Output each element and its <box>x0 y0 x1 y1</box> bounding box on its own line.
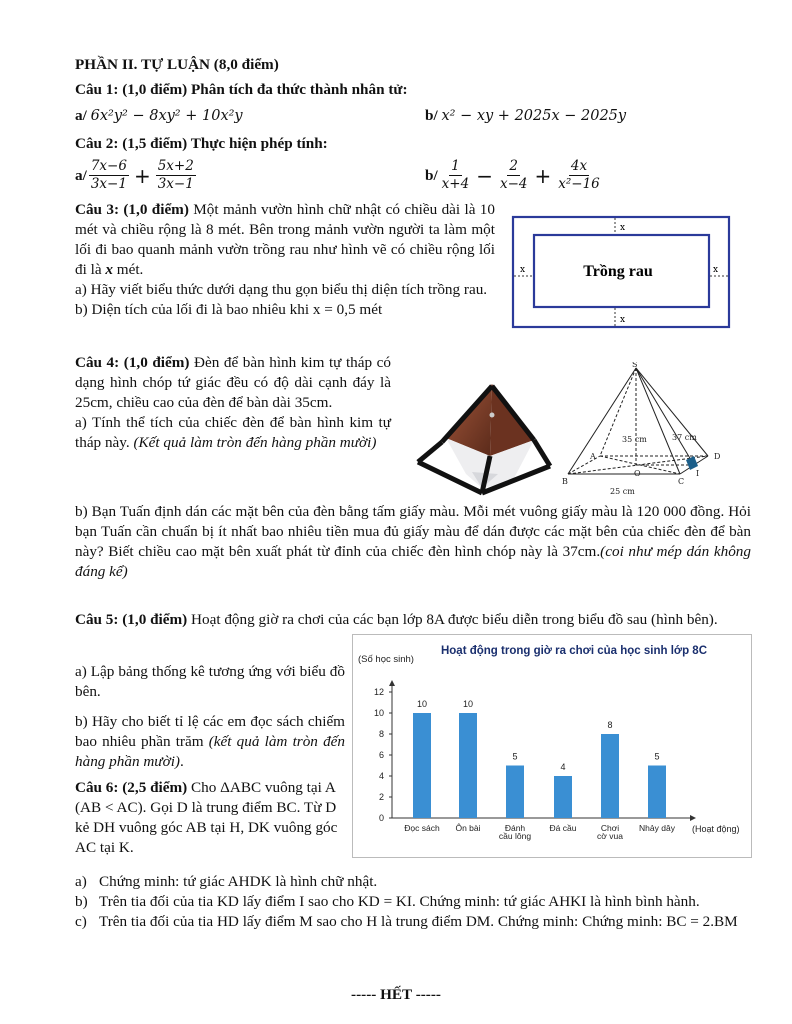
q1-b-label: b/ <box>425 107 438 124</box>
bar <box>413 713 431 818</box>
q3-text: Câu 3: (1,0 điểm) Một mảnh vườn hình chữ nhật có chiều dài là 10 mét và chiều rộng là 8 mét. Bên trong mảnh vườn người ta làm một lối đi bao quanh mảnh vườn trồng rau như hình vẽ có chiều rộng lối đi là x mét. a) Hãy viết biểu thức dưới dạng thu gọn biểu thị diện tích trồng rau. b) Diện tích của lối đi là bao nhiêu khi x = 0,5 mét <box>75 201 495 318</box>
q1-heading: Câu 1: (1,0 điểm) Phân tích đa thức thành nhân tử: <box>75 81 408 98</box>
chart-title: Hoạt động trong giờ ra chơi của học sinh lớp 8C <box>440 645 708 657</box>
x-tick-label: Đọc sách <box>404 823 440 833</box>
q2-heading: Câu 2: (1,5 điểm) Thực hiện phép tính: <box>75 135 328 152</box>
x-tick-label: Nhảy dây <box>639 823 675 833</box>
x-label: x <box>620 223 626 233</box>
q3-label: Câu 3: (1,0 điểm) <box>75 201 189 218</box>
bar-value-label: 8 <box>607 720 613 730</box>
q2-part-a <box>75 158 198 193</box>
bar <box>554 776 572 818</box>
vertex-label: S <box>632 362 638 369</box>
q6-part: a) Chứng minh: tứ giác AHDK là hình chữ nhật. <box>75 873 378 890</box>
vertex-label: O <box>634 469 641 478</box>
q1-a-label: a/ <box>75 107 87 124</box>
fraction: $\frac{2}{x-4}$ <box>499 158 528 192</box>
q6-parts <box>75 872 751 932</box>
activity-bar-chart <box>352 634 752 858</box>
y-axis-label: (Số học sinh) <box>358 654 414 665</box>
pyramid-diagram <box>560 362 740 497</box>
q1-part-a <box>75 106 243 126</box>
bar <box>459 713 477 818</box>
bar <box>506 766 524 819</box>
y-tick-label: 2 <box>378 792 384 802</box>
operator: + <box>133 163 151 188</box>
x-tick-label: cờ vua <box>597 831 623 841</box>
x-tick-label: Đá cầu <box>549 823 577 833</box>
fraction: $\frac{7x-6}{3x-1}$ <box>90 158 127 192</box>
garden-figure <box>510 214 732 330</box>
operator: + <box>534 163 552 188</box>
q4-part-b: b) Bạn Tuấn định dán các mặt bên của đèn bằng tấm giấy màu. Mỗi mét vuông giấy màu là 120 000 đồng. Hỏi bạn Tuấn cần chuẩn bị ít nhất bao nhiêu tiền mua đủ giấy màu để dán được các mặt bên của chiếc đèn để bàn này? Biết chiều cao mặt bên xuất phát từ đỉnh của chiếc đèn hình chóp này là 37cm.(coi như mép dán không đáng kể) <box>75 503 751 580</box>
q3-part-b: b) Diện tích của lối đi là bao nhiêu khi x = 0,5 mét <box>75 301 383 318</box>
q3-part-a: a) Hãy viết biểu thức dưới dạng thu gọn biểu thị diện tích trồng rau. <box>75 281 488 298</box>
x-tick-label: Đánh <box>504 823 526 833</box>
vertex-label: I <box>696 469 700 478</box>
q6-part: c) Trên tia đối của tia HD lấy điểm M sao cho H là trung điểm DM. Chứng minh: Chứng minh: BC = 2.BM <box>75 913 738 930</box>
x-tick-label: cầu lông <box>498 831 532 841</box>
fraction: $\frac{1}{x+4}$ <box>441 158 470 192</box>
x-tick-label: Ôn bài <box>455 823 481 833</box>
q5-part-b: b) Hãy cho biết tỉ lệ các em đọc sách chiếm bao nhiêu phần trăm (kết quả làm tròn đến hàng phần mười). <box>75 713 345 770</box>
pyramid-lamp-image <box>412 378 557 498</box>
q5-intro: Câu 5: (1,0 điểm) Hoạt động giờ ra chơi của các bạn lớp 8A được biểu diễn trong biểu đồ sau (hình bên). <box>75 611 718 628</box>
part-title: PHẦN II. TỰ LUẬN (8,0 điểm) <box>75 56 279 73</box>
x-label: x <box>520 265 526 275</box>
q2-b-label: b/ <box>425 166 438 184</box>
bar-value-label: 5 <box>512 751 518 762</box>
fraction: $\frac{5x+2}{3x-1}$ <box>157 158 194 192</box>
x-label: x <box>713 265 719 275</box>
q2-a-label: a/ <box>75 166 87 184</box>
q6-intro: Câu 6: (2,5 điểm) Cho ΔABC vuông tại A (AB < AC). Gọi D là trung điểm BC. Từ D kẻ DH vuông góc AB tại H, DK vuông góc AC tại K. <box>75 779 338 856</box>
y-tick-label: 0 <box>378 813 384 823</box>
bar-value-label: 10 <box>462 699 474 709</box>
q4-text-top: Câu 4: (1,0 điểm) Đèn để bàn hình kim tự tháp có dạng hình chóp tứ giác đều có độ dài cạnh đáy là 25cm, chiều cao của đèn để bàn dài 35cm. a) Tính thể tích của chiếc đèn để bàn hình kim tự tháp này. (Kết quả làm tròn đến hàng phần mười) <box>75 354 391 451</box>
y-tick-label: 10 <box>373 708 384 718</box>
bar-value-label: 5 <box>654 751 660 762</box>
q5-label: Câu 5: (1,0 điểm) <box>75 611 188 628</box>
q1-part-b <box>425 106 626 126</box>
q1-a-expression: 6x²y² − 8xy² + 10x²y <box>90 108 243 124</box>
operator: − <box>476 163 493 188</box>
y-tick-label: 12 <box>373 687 384 697</box>
bar-value-label: 10 <box>416 699 428 709</box>
y-tick-label: 6 <box>378 750 384 760</box>
q6-part: b) Trên tia đối của tia KD lấy điểm I sao cho KD = KI. Chứng minh: tứ giác AHKI là hình bình hành. <box>75 893 700 910</box>
vertex-label: B <box>562 477 568 486</box>
q5-part-a: a) Lập bảng thống kê tương ứng với biểu đồ bên. <box>75 663 345 700</box>
vegetable-label: Trồng rau <box>583 263 653 280</box>
x-label: x <box>620 315 626 325</box>
end-marker: ----- HẾT ----- <box>351 986 441 1003</box>
q4-label: Câu 4: (1,0 điểm) <box>75 354 190 371</box>
vertex-label: C <box>678 477 685 486</box>
lamp-light-icon <box>490 413 495 418</box>
q6-label: Câu 6: (2,5 điểm) <box>75 779 188 796</box>
vertex-label: A <box>590 452 596 461</box>
bar <box>648 766 666 819</box>
x-axis-label: (Hoạt động) <box>692 824 740 834</box>
q2-part-b <box>425 158 604 193</box>
vertex-label: D <box>714 452 721 461</box>
base-edge-label: 25 cm <box>610 487 635 496</box>
bar <box>601 734 619 818</box>
height-label: 35 cm <box>622 435 647 444</box>
slant-height-label: 37 cm <box>672 433 697 442</box>
q1-b-expression: x² − xy + 2025x − 2025y <box>441 108 627 124</box>
y-tick-label: 4 <box>378 771 384 781</box>
fraction: $\frac{4x}{\text{x²−16}}$ <box>558 158 600 192</box>
q4-part-a: a) Tính thể tích của chiếc đèn để bàn hình kim tự tháp này. <box>75 414 391 451</box>
bar-value-label: 4 <box>560 762 566 772</box>
y-tick-label: 8 <box>378 729 384 739</box>
x-tick-label: Chơi <box>600 823 620 833</box>
